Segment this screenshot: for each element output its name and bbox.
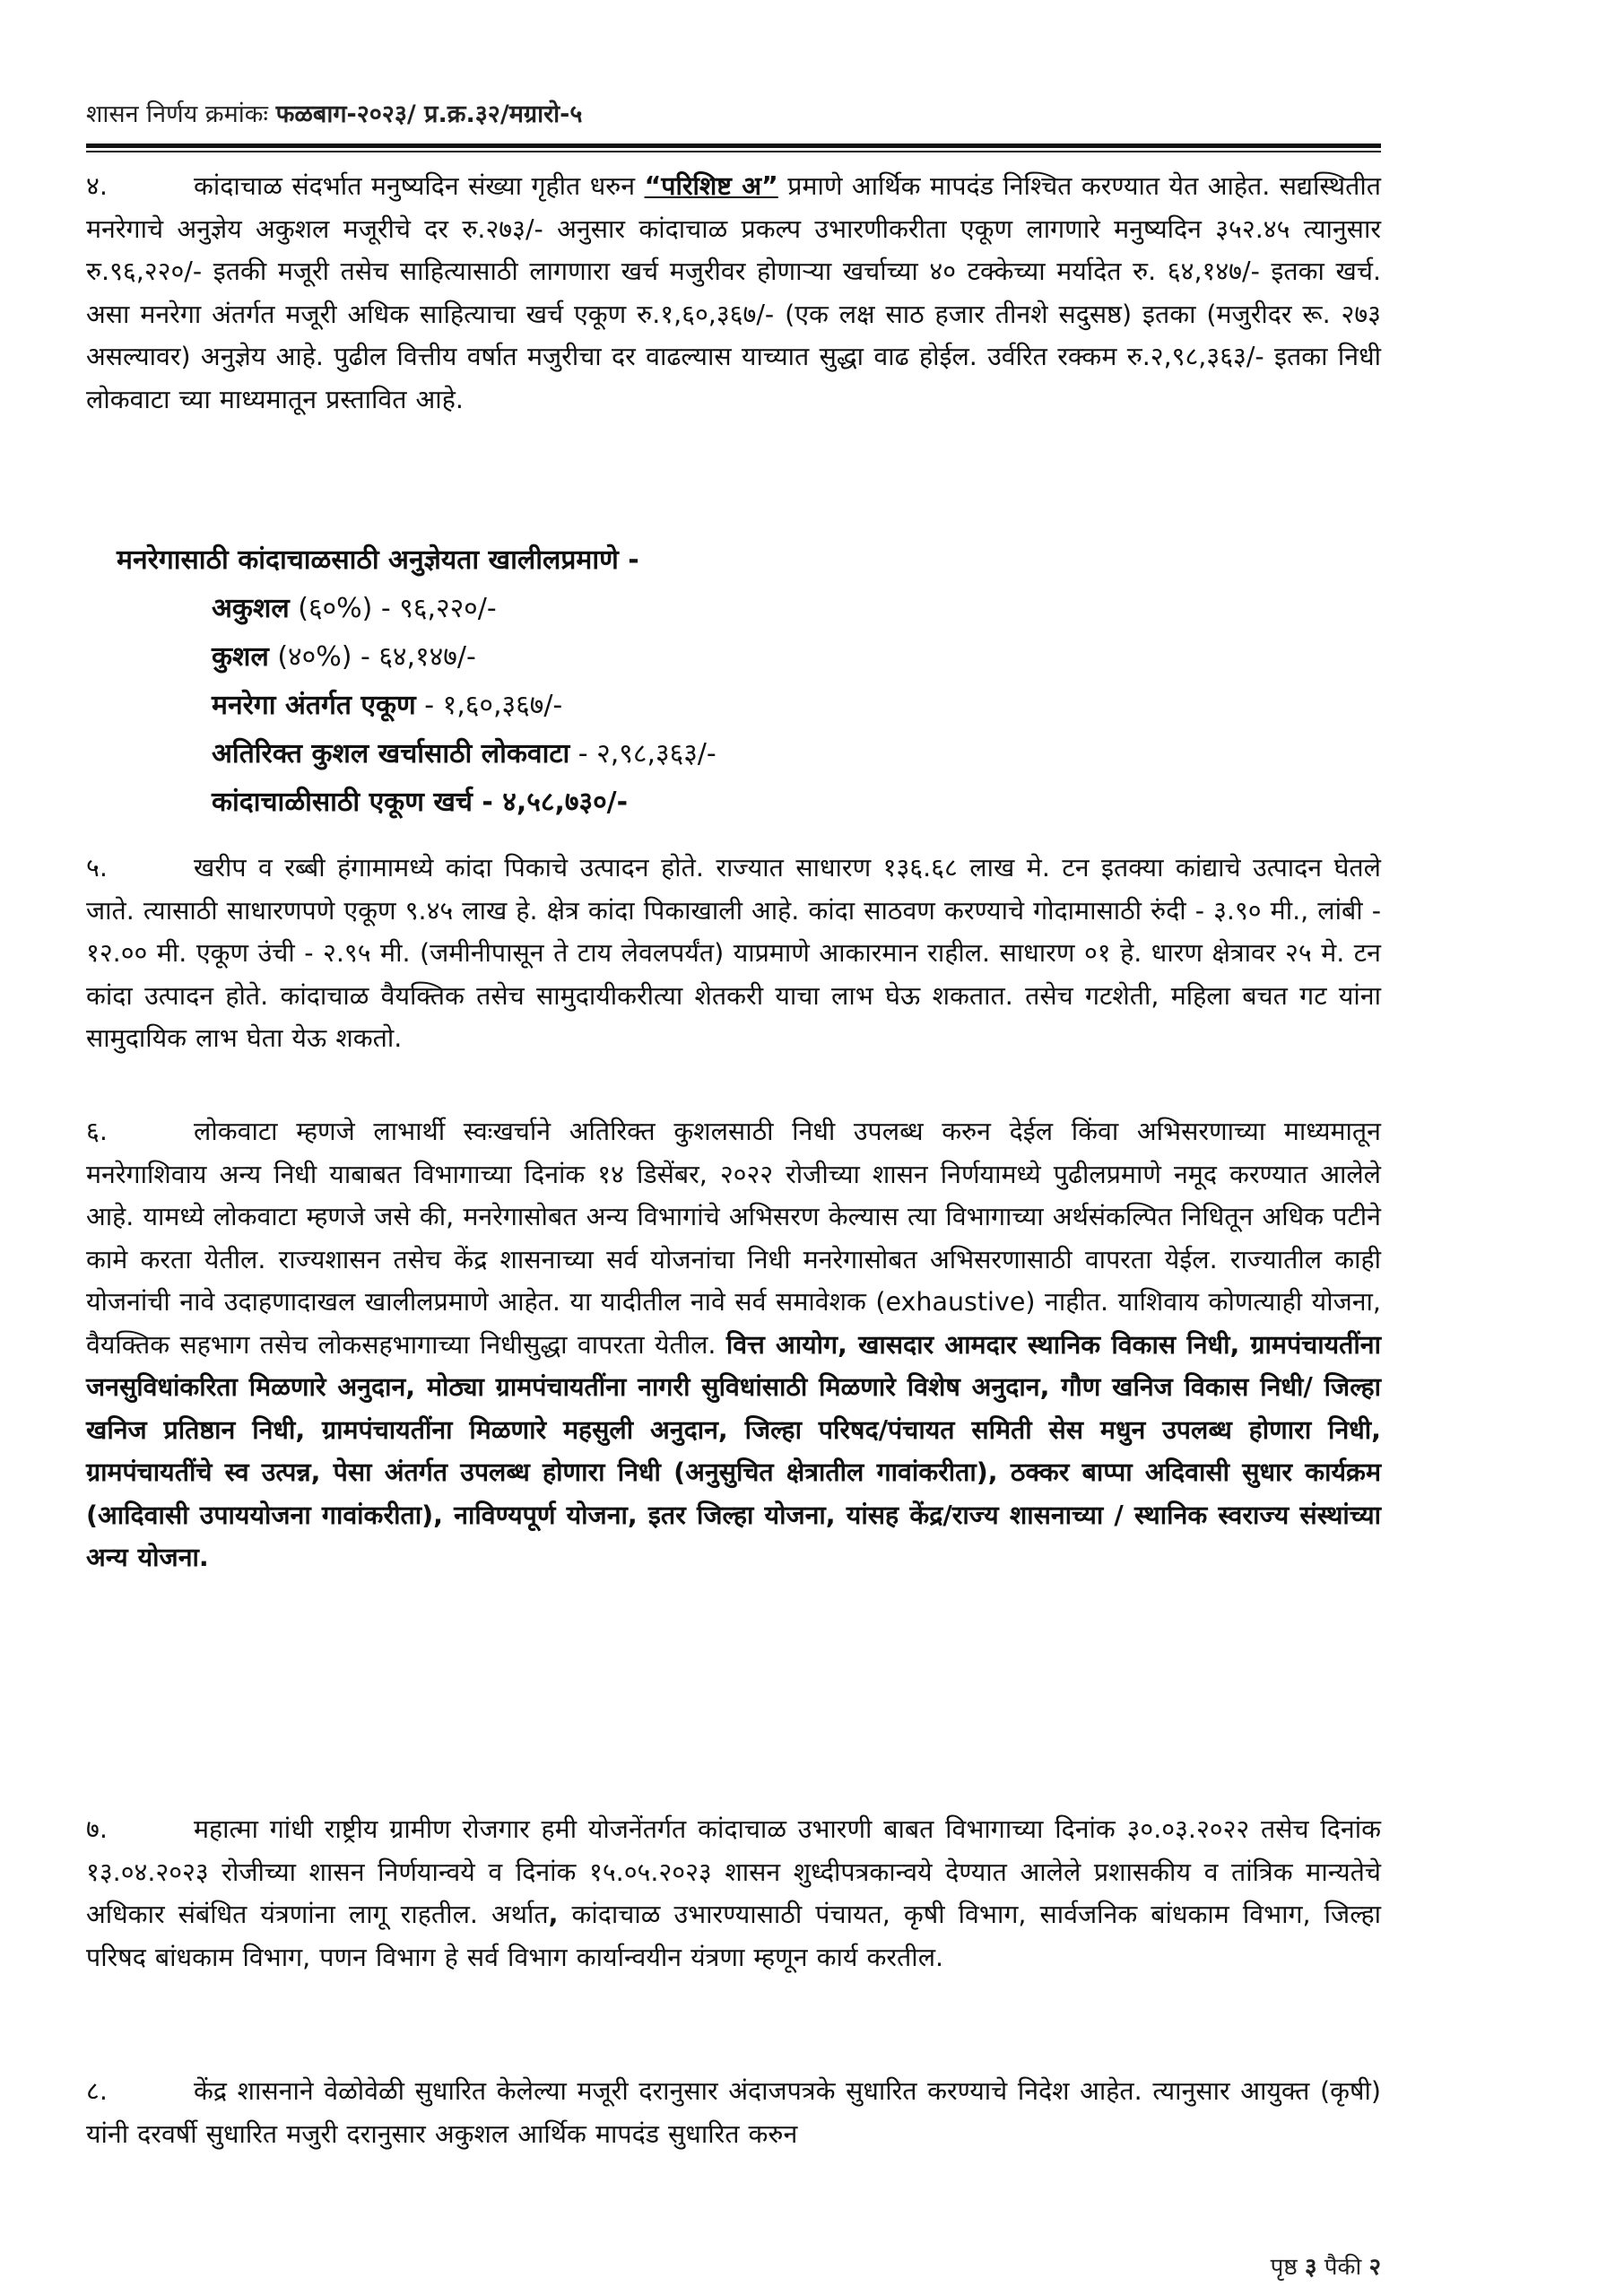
breakdown-item-mgnrega-total <box>212 683 562 728</box>
para-number: ५. <box>86 853 108 883</box>
paragraph-7 <box>86 1808 1381 1979</box>
document-header <box>86 97 1377 133</box>
item-value: (६०%) - ९६,२२०/- <box>289 593 497 624</box>
item-label: कुशल <box>212 641 269 673</box>
para-number: ७. <box>86 1814 108 1844</box>
paragraph-5 <box>86 847 1381 1060</box>
item-label: अतिरिक्त कुशल खर्चासाठी लोकवाटा <box>212 738 570 770</box>
paragraph-8 <box>86 2070 1381 2155</box>
para-number: ४. <box>86 171 108 201</box>
total-pages: २ <box>1368 2254 1381 2281</box>
annex-reference: “परिशिष्ट अ” <box>644 171 778 201</box>
item-value: (४०%) - ६४,१४७/- <box>268 641 476 673</box>
scheme-list: वित्त आयोग, खासदार आमदार स्थानिक विकास निधी, ग्रामपंचायतींना जनसुविधांकरिता मिळणारे अनुदान, मोठ्या ग्रामपंचायतींना नागरी सुविधांसाठी मिळणारे विशेष अनुदान, गौण खनिज विकास निधी/ जिल्हा खनिज प्रतिष्ठान निधी, ग्रामपंचायतींना मिळणारे महसुली अनुदान, जिल्हा परिषद/पंचायत समिती सेस मधुन उपलब्ध होणारा निधी, ग्रामपंचायतींचे स्व उत्पन्न, पेसा अंतर्गत उपलब्ध होणारा निधी (अनुसुचित क्षेत्रातील गावांकरीता), ठक्कर बाप्पा अदिवासी सुधार कार्यक्रम (आदिवासी उपाययोजना गावांकरीता), नाविण्यपूर्ण योजना, इतर जिल्हा योजना, यांसह केंद्र/राज्य शासनाच्या / स्थानिक स्वराज्य संस्थांच्या अन्य योजना. <box>86 1329 1381 1572</box>
breakdown-item-grand-total <box>212 780 628 825</box>
breakdown-item-public-share <box>212 732 716 777</box>
item-label: कांदाचाळीसाठी एकूण खर्च <box>212 787 473 818</box>
para-text: केंद्र शासनाने वेळोवेळी सुधारित केलेल्या मजूरी दरानुसार अंदाजपत्रके सुधारित करण्याचे निदेश आहेत. त्यानुसार आयुक्त (कृषी) यांनी दरवर्षी सुधारित मजुरी दरानुसार अकुशल आर्थिक मापदंड सुधारित करुन <box>86 2076 1381 2149</box>
para-comma: , <box>548 1900 559 1929</box>
header-prefix: शासन निर्णय क्रमांकः <box>86 100 268 128</box>
item-label: अकुशल <box>212 593 290 624</box>
page-of: पैकी <box>1316 2254 1369 2281</box>
para-text: कांदाचाळ संदर्भात मनुष्यदिन संख्या गृहीत धरुन <box>194 171 645 201</box>
breakdown-item-skilled <box>212 635 476 680</box>
para-text: कांदाचाळ उभारण्यासाठी पंचायत, कृषी विभाग, सार्वजनिक बांधकाम विभाग, जिल्हा परिषद बांधकाम विभाग, पणन विभाग हे सर्व विभाग कार्यान्वयीन यंत्रणा म्हणून कार्य करतील. <box>86 1900 1381 1972</box>
paragraph-4 <box>86 165 1381 421</box>
current-page: ३ <box>1304 2254 1317 2281</box>
header-rule-thin <box>86 151 1381 152</box>
breakdown-heading: मनरेगासाठी कांदाचाळसाठी अनुज्ञेयता खालीलप्रमाणे - <box>117 544 639 576</box>
paragraph-6 <box>86 1110 1381 1579</box>
page-prefix: पृष्ठ <box>1270 2254 1305 2281</box>
para-text: महात्मा गांधी राष्ट्रीय ग्रामीण रोजगार हमी योजनेंतर्गत कांदाचाळ उभारणी बाबत विभागाच्या दिनांक ३०.०३.२०२२ तसेच दिनांक १३.०४.२०२३ रोजीच्या शासन निर्णयान्वये व दिनांक १५.०५.२०२३ शासन शुध्दीपत्रकान्वये देण्यात आलेले प्रशासकीय व तांत्रिक मान्यतेचे अधिकार संबंधित यंत्रणांना लागू राहतील. अर्थात <box>86 1814 1381 1929</box>
para-number: ८. <box>86 2076 108 2106</box>
item-value: - २,९८,३६३/- <box>569 738 716 770</box>
gr-number: फळबाग-२०२३/ प्र.क्र.३२/मग्रारो-५ <box>275 100 583 128</box>
para-text: लोकवाटा म्हणजे लाभार्थी स्वःखर्चाने अतिरिक्त कुशलसाठी निधी उपलब्ध करुन देईल किंवा अभिसरणाच्या माध्यमातून मनरेगाशिवाय अन्य निधी याबाबत विभागाच्या दिनांक १४ डिसेंबर, २०२२ रोजीच्या शासन निर्णयामध्ये पुढीलप्रमाणे नमूद करण्यात आलेले आहे. यामध्ये लोकवाटा म्हणजे जसे की, मनरेगासोबत अन्य विभागांचे अभिसरण केल्यास त्या विभागाच्या अर्थसंकल्पित निधितून अधिक पटीने कामे करता येतील. राज्यशासन तसेच केंद्र शासनाच्या सर्व योजनांचा निधी मनरेगासोबत अभिसरणासाठी वापरता येईल. राज्यातील काही योजनांची नावे उदाहणादाखल खालीलप्रमाणे आहेत. या यादीतील नावे सर्व समावेशक (exhaustive) नाहीत. याशिवाय कोणत्याही योजना, वैयक्तिक सहभाग तसेच लोकसहभागाच्या निधीसुद्धा वापरता येतील. <box>86 1117 1381 1360</box>
para-text: खरीप व रब्बी हंगामामध्ये कांदा पिकाचे उत्पादन होते. राज्यात साधारण १३६.६८ लाख मे. टन इतक्या कांद्याचे उत्पादन घेतले जाते. त्यासाठी साधारणपणे एकूण ९.४५ लाख हे. क्षेत्र कांदा पिकाखाली आहे. कांदा साठवण करण्याचे गोदामासाठी रुंदी - ३.९० मी., लांबी - १२.०० मी. एकूण उंची - २.९५ मी. (जमीनीपासून ते टाय लेवलपर्यंत) याप्रमाणे आकारमान राहील. साधारण ०१ हे. धारण क्षेत्रावर २५ मे. टन कांदा उत्पादन होते. कांदाचाळ वैयक्तिक तसेच सामुदायीकरीत्या शेतकरी याचा लाभ घेऊ शकतात. तसेच गटशेती, महिला बचत गट यांना सामुदायिक लाभ घेता येऊ शकतो. <box>86 853 1381 1053</box>
item-value: - १,६०,३६७/- <box>415 690 563 721</box>
item-label: मनरेगा अंतर्गत एकूण <box>212 690 416 721</box>
item-value: - ४,५८,७३०/- <box>472 787 629 818</box>
header-rule-thick <box>86 144 1381 148</box>
para-text: प्रमाणे आर्थिक मापदंड निश्चित करण्यात येत आहेत. सद्यस्थितीत मनरेगाचे अनुज्ञेय अकुशल मजूरीचे दर रु.२७३/- अनुसार कांदाचाळ प्रकल्प उभारणीकरीता एकूण लागणारे मनुष्यदिन ३५२.४५ त्यानुसार रु.९६,२२०/- इतकी मजूरी तसेच साहित्यासाठी लागणारा खर्च मजुरीवर होणाऱ्या खर्चाच्या ४० टक्केच्या मर्यादेत रु. ६४,१४७/- इतका खर्च. असा मनरेगा अंतर्गत मजूरी अधिक साहित्याचा खर्च एकूण रु.१,६०,३६७/- (एक लक्ष साठ हजार तीनशे सदुसष्ठ) इतका (मजुरीदर रू. २७३ असल्यावर) अनुज्ञेय आहे. पुढील वित्तीय वर्षात मजुरीचा दर वाढल्यास याच्यात सुद्धा वाढ होईल. उर्वरित रक्कम रु.२,९८,३६३/- इतका निधी लोकवाटा च्या माध्यमातून प्रस्तावित आहे. <box>86 171 1381 414</box>
para-number: ६. <box>86 1117 108 1146</box>
breakdown-item-unskilled <box>212 587 497 631</box>
page-number <box>1182 2249 1381 2282</box>
